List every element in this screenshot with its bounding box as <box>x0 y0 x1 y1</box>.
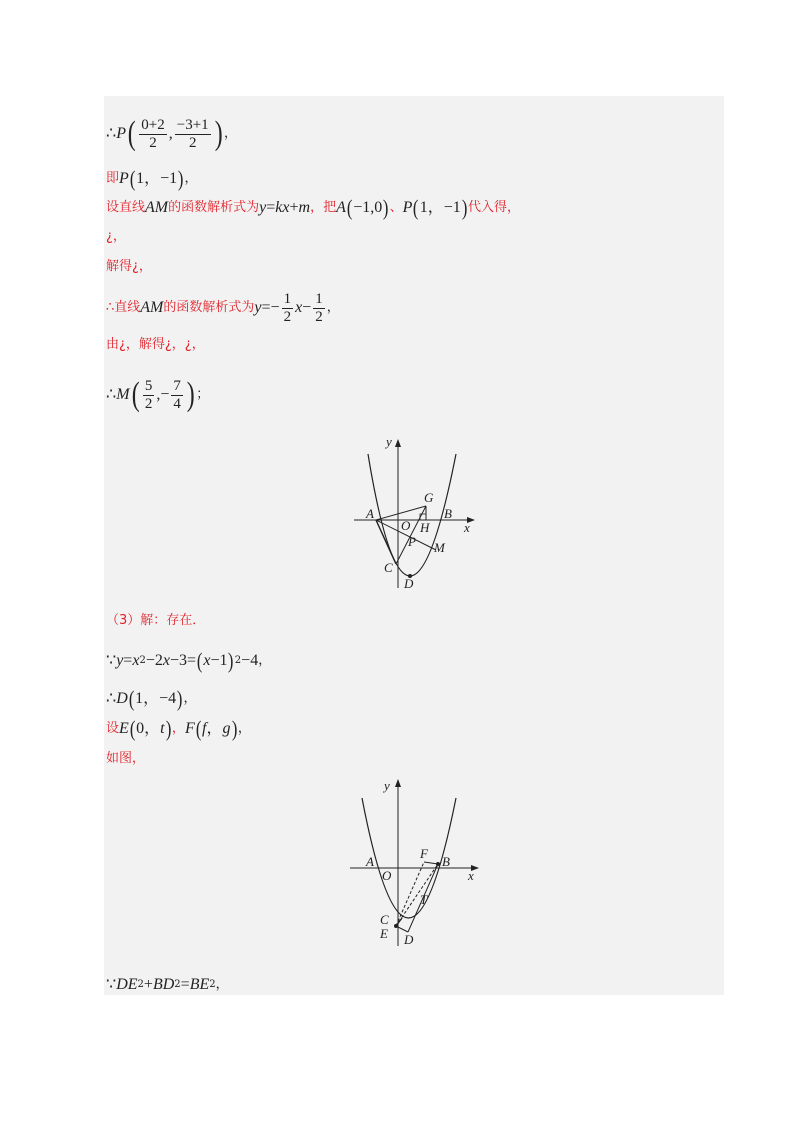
denominator: 2 <box>283 308 292 325</box>
comma-minus: ,− <box>156 386 170 403</box>
text: （3）解：存在． <box>106 613 206 628</box>
right-paren: ) <box>383 195 389 220</box>
right-paren: ) <box>231 716 237 741</box>
label-e: E <box>380 926 388 941</box>
var-e: E <box>199 976 210 993</box>
value: 1，−1 <box>419 199 461 216</box>
line-as-shown <box>106 750 145 768</box>
label-y: y <box>386 436 392 449</box>
line-y-equation <box>106 648 272 673</box>
punct: ， <box>215 977 229 992</box>
var-g: g <box>222 720 231 737</box>
figure-parabola-2 <box>346 776 486 950</box>
fraction <box>171 378 183 413</box>
punct: ， <box>326 300 340 315</box>
var-a: A <box>336 199 346 216</box>
fraction-1 <box>139 117 166 152</box>
var-x: x <box>295 299 303 316</box>
numerator: 5 <box>144 377 153 394</box>
numerator: 1 <box>315 290 323 307</box>
var-p: P <box>119 170 129 187</box>
right-paren: ) <box>461 195 468 220</box>
text: 由¿，解得¿，¿， <box>106 337 205 352</box>
term: −1 <box>210 652 228 669</box>
var-x: x <box>203 652 211 669</box>
figure-parabola-1 <box>350 436 480 594</box>
point-e <box>394 924 398 928</box>
left-paren: ( <box>413 195 419 220</box>
punct: ， <box>224 126 238 141</box>
text: 设 <box>106 721 120 736</box>
punct: ， <box>183 691 197 706</box>
value: 1 <box>136 170 145 187</box>
term: −4 <box>241 652 259 669</box>
parabola-curve <box>368 454 456 576</box>
exponent: 2 <box>209 979 216 990</box>
line-from <box>106 336 205 354</box>
var-f: F <box>184 720 195 737</box>
denominator: 2 <box>315 308 323 325</box>
var-t: t <box>160 720 165 737</box>
denominator: 4 <box>173 395 181 412</box>
exponent: 2 <box>139 655 146 666</box>
label-c: C <box>384 560 393 575</box>
line-fb <box>424 862 438 864</box>
therefore-symbol: ∴ <box>106 386 117 403</box>
punct: ； <box>196 387 210 402</box>
line-p-value <box>106 166 198 191</box>
line-m-point <box>106 375 209 415</box>
var-p: P <box>116 125 126 142</box>
therefore-symbol: ∴ <box>106 690 117 707</box>
var-d: D <box>116 976 128 993</box>
var-y: y <box>254 299 262 316</box>
label-a: A <box>366 854 374 869</box>
label-o: O <box>401 518 411 533</box>
label-g: G <box>424 490 434 505</box>
left-paren: ( <box>128 686 135 711</box>
label-d: D <box>404 932 414 947</box>
var-f: f <box>202 720 207 737</box>
left-paren: ( <box>195 716 202 741</box>
point-b <box>436 862 440 866</box>
exponent: 2 <box>234 655 242 666</box>
label-x: x <box>468 868 474 883</box>
text-ji: 即 <box>106 171 120 186</box>
fraction-half <box>313 291 325 326</box>
text: 代入得， <box>468 200 521 215</box>
because-symbol: ∵ <box>106 976 117 993</box>
punct: ， <box>184 171 198 186</box>
label-f: F <box>420 846 428 861</box>
label-p: P <box>408 534 416 549</box>
var-e: E <box>119 720 129 737</box>
text: 如图， <box>106 751 146 766</box>
right-paren: ) <box>178 166 184 191</box>
var-y: y <box>116 652 124 669</box>
text: 设直线 <box>106 200 146 215</box>
var-d: D <box>162 976 175 993</box>
line-d-point <box>106 686 197 711</box>
label-b: B <box>444 506 452 521</box>
left-paren: ( <box>129 166 136 191</box>
text: 的函数解析式为 <box>168 200 260 215</box>
line-p-midpoint <box>106 114 237 154</box>
right-paren: ) <box>214 115 223 152</box>
text: 的函数解析式为 <box>163 300 255 315</box>
line-solve <box>106 258 152 276</box>
dashed-line-eb <box>396 864 438 926</box>
text: 、 <box>389 200 403 215</box>
label-c: C <box>380 912 389 927</box>
left-paren: ( <box>196 648 203 673</box>
equals: = <box>180 976 190 993</box>
equals: = <box>266 199 276 216</box>
value: 1 <box>135 690 144 707</box>
fraction <box>143 378 155 413</box>
label-h: H <box>420 520 430 535</box>
numerator: 1 <box>283 290 292 307</box>
var-b: B <box>189 976 200 993</box>
var-am: AM <box>140 299 164 316</box>
left-paren: ( <box>127 115 136 152</box>
numerator: −3+1 <box>176 116 209 133</box>
value: ，−4 <box>143 690 177 707</box>
label-t: T <box>420 892 428 907</box>
text: 解得¿， <box>106 259 152 274</box>
line-set-ef <box>106 716 251 741</box>
line-part3 <box>106 612 205 630</box>
var-y: y <box>259 199 267 216</box>
denominator: 2 <box>144 395 153 412</box>
var-m: M <box>116 386 130 403</box>
minus: − <box>302 299 312 316</box>
text: ∴直线 <box>106 300 141 315</box>
label-m: M <box>434 540 445 555</box>
var-e: E <box>127 976 138 993</box>
var-b: B <box>152 976 163 993</box>
line-am-expression <box>106 288 340 328</box>
text: ，把 <box>310 200 337 215</box>
numerator: 0+2 <box>141 116 165 133</box>
punct: ， <box>171 721 185 736</box>
punct: ， <box>237 721 251 736</box>
label-b: B <box>442 854 450 869</box>
because-symbol: ∵ <box>106 652 117 669</box>
equals: = <box>123 652 133 669</box>
denominator: 2 <box>149 134 157 151</box>
left-paren: ( <box>346 195 353 220</box>
right-paren: ) <box>228 648 234 673</box>
right-paren: ) <box>186 376 195 413</box>
denominator: 2 <box>188 134 197 151</box>
plus: + <box>143 976 153 993</box>
right-paren: ) <box>165 716 172 741</box>
therefore-symbol: ∴ <box>106 125 117 142</box>
left-paren: ( <box>129 716 136 741</box>
var-d: D <box>116 690 128 707</box>
line-set-am <box>106 195 521 220</box>
exponent: 2 <box>137 979 144 990</box>
fraction-half <box>282 291 294 326</box>
label-x: x <box>464 520 470 535</box>
var-am: AM <box>145 199 169 216</box>
term: −2 <box>145 652 163 669</box>
line-placeholder <box>106 228 126 246</box>
comma: , <box>168 125 173 142</box>
var-x: x <box>132 652 140 669</box>
var-x: x <box>162 652 170 669</box>
fraction-2 <box>175 117 211 152</box>
value: ，−1 <box>144 170 178 187</box>
punct: ， <box>258 653 272 668</box>
label-y: y <box>384 778 390 793</box>
value: −1,0 <box>353 199 383 216</box>
label-d: D <box>404 576 414 591</box>
plus: + <box>289 199 299 216</box>
var-p: P <box>402 199 413 216</box>
var-m: m <box>298 199 311 216</box>
text: ¿， <box>106 229 126 244</box>
comma: ， <box>206 720 223 737</box>
term: −3= <box>169 652 196 669</box>
equals-minus: =− <box>261 299 280 316</box>
line-ac <box>376 520 396 564</box>
label-a: A <box>366 506 374 521</box>
numerator: 7 <box>173 377 181 394</box>
label-o: O <box>382 868 392 883</box>
value: 0， <box>136 720 161 737</box>
right-paren: ) <box>177 686 183 711</box>
var-kx: kx <box>275 199 290 216</box>
exponent: 2 <box>174 979 181 990</box>
line-de-bd-be <box>106 976 229 994</box>
left-paren: ( <box>131 376 140 413</box>
